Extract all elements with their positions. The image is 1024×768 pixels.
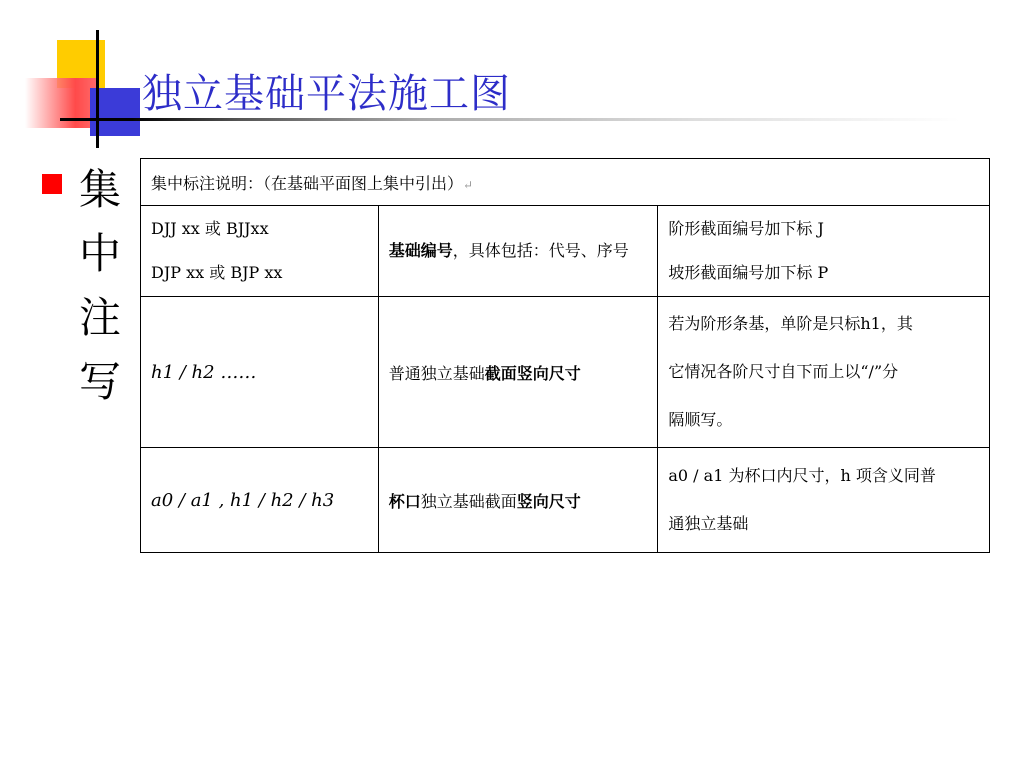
meaning-cell bbox=[378, 448, 658, 553]
table-row bbox=[141, 448, 990, 553]
bullet-char: 集 bbox=[78, 165, 121, 214]
code-cell bbox=[141, 206, 379, 297]
bullet-square-icon bbox=[42, 174, 62, 194]
meaning-bold: 截面竖向尺寸 bbox=[484, 363, 581, 383]
meaning-bold: 基础编号 bbox=[388, 241, 453, 260]
table-row bbox=[141, 159, 990, 206]
annotation-table bbox=[140, 158, 990, 553]
meaning-cell bbox=[378, 206, 658, 297]
note-line: 隔顺写。 bbox=[668, 410, 733, 429]
code-cell bbox=[141, 448, 379, 553]
note-line: 通独立基础 bbox=[668, 514, 749, 533]
code-formula: h1 / h2 …… bbox=[151, 361, 257, 383]
logo-vertical-line bbox=[96, 30, 99, 148]
table-row bbox=[141, 206, 990, 297]
note-cell bbox=[658, 297, 990, 448]
note-cell bbox=[658, 448, 990, 553]
note-line: 它情况各阶尺寸自下而上以“/”分 bbox=[668, 362, 899, 381]
meaning-text: 独立基础截面 bbox=[420, 491, 517, 511]
meaning-cell bbox=[378, 297, 658, 448]
note-line: 若为阶形条基，单阶是只标h1，其 bbox=[668, 314, 913, 333]
table-header-text: 集中标注说明：（在基础平面图上集中引出） bbox=[151, 173, 464, 193]
meaning-text: ，具体包括：代号、序号 bbox=[452, 241, 629, 260]
note-line: 阶形截面编号加下标 J bbox=[668, 219, 824, 238]
table-row bbox=[141, 297, 990, 448]
code-cell bbox=[141, 297, 379, 448]
code-line: DJJ xx 或 BJJxx bbox=[151, 219, 269, 238]
meaning-text: 普通独立基础 bbox=[388, 363, 485, 383]
bullet-char: 写 bbox=[78, 357, 121, 406]
table-header-cell: 集中标注说明：（在基础平面图上集中引出）↵ bbox=[141, 159, 990, 206]
slide-logo bbox=[0, 0, 150, 150]
slide-title: 独立基础平法施工图 bbox=[142, 71, 511, 117]
bullet-char: 中 bbox=[78, 229, 121, 278]
note-line: 坡形截面编号加下标 P bbox=[668, 263, 829, 282]
bullet-char: 注 bbox=[78, 293, 121, 342]
meaning-bold: 竖向尺寸 bbox=[516, 491, 581, 511]
code-formula: a0 / a1 , h1 / h2 / h3 bbox=[151, 489, 335, 511]
bullet-vertical-text bbox=[74, 158, 126, 414]
note-cell bbox=[658, 206, 990, 297]
note-line: a0 / a1 为杯口内尺寸，h 项含义同普 bbox=[668, 466, 936, 485]
code-line: DJP xx 或 BJP xx bbox=[151, 263, 283, 282]
meaning-bold: 杯口 bbox=[388, 491, 421, 511]
